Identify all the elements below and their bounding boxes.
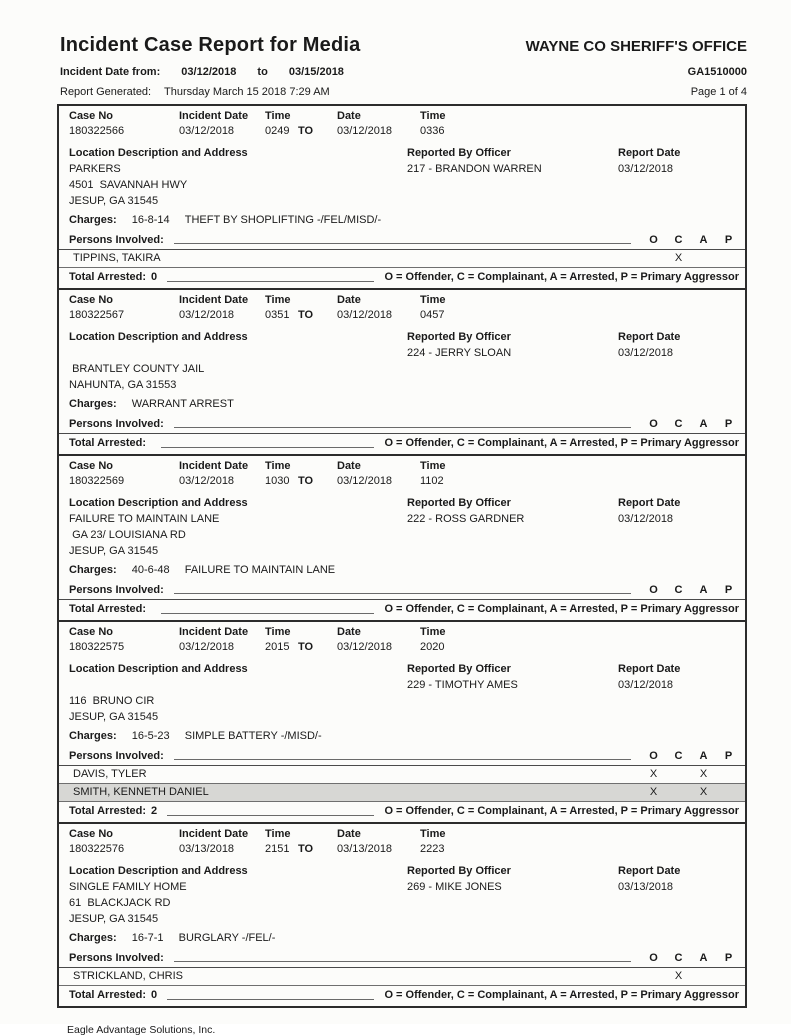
time-label: Time <box>265 828 291 840</box>
report-date-value: 03/12/2018 <box>618 347 674 359</box>
case-header-values <box>59 640 745 655</box>
to-separator: TO <box>298 125 314 137</box>
persons-involved-label: Persons Involved: <box>69 418 164 430</box>
case-header-labels <box>59 293 745 308</box>
location-label: Location Description and Address <box>69 147 248 159</box>
person-row <box>59 766 745 784</box>
incident-date-range <box>60 66 344 78</box>
case-block <box>59 620 745 822</box>
persons-involved-header <box>59 232 745 250</box>
report-generated <box>60 86 330 98</box>
location-label: Location Description and Address <box>69 663 248 675</box>
location-line: PARKERS <box>69 163 121 175</box>
arrested-column-header: A <box>699 750 708 762</box>
location-section <box>59 496 745 559</box>
case-no-label: Case No <box>69 294 114 306</box>
offender-column-header: O <box>649 234 658 246</box>
mark-complainant <box>666 785 691 800</box>
to-separator: TO <box>298 843 314 855</box>
time-to-value: 2223 <box>420 843 445 855</box>
incident-date-label: Incident Date <box>179 294 249 306</box>
charges-row <box>59 927 745 950</box>
time-label: Time <box>265 460 291 472</box>
persons-involved-header <box>59 748 745 766</box>
persons-involved-header <box>59 416 745 434</box>
officer-name: 229 - TIMOTHY AMES <box>407 679 518 691</box>
location-line <box>69 677 407 693</box>
mark-primary-aggressor <box>716 251 741 266</box>
date-to-value: 03/15/2018 <box>288 66 344 78</box>
offender-column-header: O <box>649 750 658 762</box>
to-separator: TO <box>298 641 314 653</box>
person-name: SMITH, KENNETH DANIEL <box>73 786 209 798</box>
legend-text: O = Offender, C = Complainant, A = Arrested, P = Primary Aggressor <box>384 805 739 817</box>
report-title: Incident Case Report for Media <box>60 34 361 56</box>
report-date-label: Report Date <box>618 663 681 675</box>
location-line: 4501 SAVANNAH HWY <box>69 179 188 191</box>
case-number: 180322575 <box>69 641 125 653</box>
total-arrested-label: Total Arrested: <box>69 603 147 615</box>
case-header-values <box>59 308 745 323</box>
case-number: 180322576 <box>69 843 125 855</box>
total-arrested-row <box>59 986 745 1006</box>
arrested-column-header: A <box>699 584 708 596</box>
case-header-labels <box>59 109 745 124</box>
total-arrested-value: 0 <box>151 271 158 283</box>
report-date-label: Report Date <box>618 497 681 509</box>
charges-label: Charges: <box>69 398 117 410</box>
time-from-value: 1030 <box>265 475 290 487</box>
charge-code: 16-8-14 <box>131 214 170 226</box>
case-header-labels <box>59 625 745 640</box>
time-from-value: 0249 <box>265 125 290 137</box>
mark-primary-aggressor <box>716 785 741 800</box>
divider-line <box>174 427 631 428</box>
arrested-column-header: A <box>699 234 708 246</box>
reported-by-label: Reported By Officer <box>407 663 511 675</box>
location-line: BRANTLEY COUNTY JAIL <box>69 363 205 375</box>
to-label: to <box>257 66 268 78</box>
location-section <box>59 864 745 927</box>
location-line: NAHUNTA, GA 31553 <box>69 379 177 391</box>
case-block <box>59 822 745 1006</box>
person-name: STRICKLAND, CHRIS <box>73 970 184 982</box>
time-label: Time <box>420 626 446 638</box>
mark-primary-aggressor <box>716 969 741 984</box>
location-line: FAILURE TO MAINTAIN LANE <box>69 513 220 525</box>
divider-line <box>161 447 374 448</box>
location-line: SINGLE FAMILY HOME <box>69 881 187 893</box>
complainant-column-header: C <box>674 750 683 762</box>
total-arrested-value: 2 <box>151 805 158 817</box>
officer-name: 217 - BRANDON WARREN <box>407 163 542 175</box>
report-generated-label: Report Generated: <box>60 86 152 98</box>
location-section <box>59 330 745 393</box>
persons-involved-header <box>59 950 745 968</box>
time-label: Time <box>420 828 446 840</box>
to-separator: TO <box>298 309 314 321</box>
divider-line <box>167 281 374 282</box>
footer-text: Eagle Advantage Solutions, Inc. <box>67 1024 216 1036</box>
date-label: Date <box>337 626 361 638</box>
total-arrested-label: Total Arrested: <box>69 989 147 1001</box>
reported-by-label: Reported By Officer <box>407 147 511 159</box>
complainant-column-header: C <box>674 952 683 964</box>
persons-involved-label: Persons Involved: <box>69 584 164 596</box>
time-label: Time <box>265 110 291 122</box>
case-no-label: Case No <box>69 460 114 472</box>
charge-description: BURGLARY -/FEL/- <box>178 932 276 944</box>
total-arrested-label: Total Arrested: <box>69 271 147 283</box>
mark-primary-aggressor <box>716 767 741 782</box>
agency-code: GA1510000 <box>687 66 747 78</box>
case-no-label: Case No <box>69 828 114 840</box>
case-number: 180322569 <box>69 475 125 487</box>
officer-name: 222 - ROSS GARDNER <box>407 513 525 525</box>
total-arrested-label: Total Arrested: <box>69 437 147 449</box>
divider-line <box>174 759 631 760</box>
officer-name: 269 - MIKE JONES <box>407 881 502 893</box>
date-to-value: 03/12/2018 <box>337 125 393 137</box>
divider-line <box>174 961 631 962</box>
reported-by-label: Reported By Officer <box>407 331 511 343</box>
primary-aggressor-column-header: P <box>724 750 733 762</box>
primary-aggressor-column-header: P <box>724 418 733 430</box>
time-label: Time <box>265 626 291 638</box>
time-to-value: 0336 <box>420 125 445 137</box>
charge-description: FAILURE TO MAINTAIN LANE <box>184 564 336 576</box>
charge-description: THEFT BY SHOPLIFTING -/FEL/MISD/- <box>184 214 382 226</box>
time-label: Time <box>420 460 446 472</box>
location-label: Location Description and Address <box>69 331 248 343</box>
incident-date-range-row <box>57 66 747 78</box>
person-row <box>59 784 745 802</box>
total-arrested-row <box>59 268 745 288</box>
total-arrested-value: 0 <box>151 989 158 1001</box>
charges-label: Charges: <box>69 932 117 944</box>
charge-description: WARRANT ARREST <box>131 398 234 410</box>
primary-aggressor-column-header: P <box>724 952 733 964</box>
page-number: Page 1 of 4 <box>690 86 747 98</box>
cases-table <box>57 104 747 1008</box>
case-header-values <box>59 124 745 139</box>
report-date-label: Report Date <box>618 147 681 159</box>
page-header <box>57 34 747 57</box>
date-label: Date <box>337 110 361 122</box>
incident-date-label: Incident Date <box>179 626 249 638</box>
time-to-value: 0457 <box>420 309 445 321</box>
charge-code: 16-7-1 <box>131 932 164 944</box>
time-to-value: 2020 <box>420 641 445 653</box>
legend-text: O = Offender, C = Complainant, A = Arrested, P = Primary Aggressor <box>384 603 739 615</box>
location-line: 116 BRUNO CIR <box>69 695 155 707</box>
person-name: TIPPINS, TAKIRA <box>73 252 161 264</box>
incident-date-label: Incident Date <box>179 460 249 472</box>
report-date-value: 03/12/2018 <box>618 163 674 175</box>
incident-date-from-label: Incident Date from: <box>60 66 161 78</box>
location-section <box>59 146 745 209</box>
report-generated-row <box>57 86 747 98</box>
person-name: DAVIS, TYLER <box>73 768 147 780</box>
report-date-value: 03/13/2018 <box>618 881 674 893</box>
incident-date-value: 03/12/2018 <box>179 309 235 321</box>
location-label: Location Description and Address <box>69 865 248 877</box>
charges-row <box>59 725 745 748</box>
report-date-value: 03/12/2018 <box>618 513 674 525</box>
mark-arrested <box>691 251 716 266</box>
time-label: Time <box>265 294 291 306</box>
date-label: Date <box>337 294 361 306</box>
charges-label: Charges: <box>69 214 117 226</box>
person-row <box>59 968 745 986</box>
total-arrested-row <box>59 434 745 454</box>
primary-aggressor-column-header: P <box>724 584 733 596</box>
divider-line <box>167 815 374 816</box>
offender-column-header: O <box>649 418 658 430</box>
location-label: Location Description and Address <box>69 497 248 509</box>
divider-line <box>174 243 631 244</box>
legend-text: O = Offender, C = Complainant, A = Arrested, P = Primary Aggressor <box>384 271 739 283</box>
time-label: Time <box>420 110 446 122</box>
location-line: JESUP, GA 31545 <box>69 711 159 723</box>
persons-involved-label: Persons Involved: <box>69 750 164 762</box>
location-line: JESUP, GA 31545 <box>69 545 159 557</box>
complainant-column-header: C <box>674 234 683 246</box>
date-to-value: 03/12/2018 <box>337 309 393 321</box>
case-header-values <box>59 474 745 489</box>
date-from-value: 03/12/2018 <box>181 66 237 78</box>
legend-text: O = Offender, C = Complainant, A = Arrested, P = Primary Aggressor <box>384 989 739 1001</box>
report-date-value: 03/12/2018 <box>618 679 674 691</box>
persons-involved-label: Persons Involved: <box>69 234 164 246</box>
case-no-label: Case No <box>69 626 114 638</box>
incident-date-value: 03/13/2018 <box>179 843 235 855</box>
mark-offender <box>641 969 666 984</box>
office-name: WAYNE CO SHERIFF'S OFFICE <box>525 38 747 55</box>
complainant-column-header: C <box>674 584 683 596</box>
report-generated-value: Thursday March 15 2018 7:29 AM <box>163 86 330 98</box>
time-from-value: 0351 <box>265 309 290 321</box>
divider-line <box>174 593 631 594</box>
location-line <box>69 345 407 361</box>
date-to-value: 03/12/2018 <box>337 641 393 653</box>
offender-column-header: O <box>649 952 658 964</box>
location-line: JESUP, GA 31545 <box>69 913 159 925</box>
case-block <box>59 106 745 288</box>
case-header-values <box>59 842 745 857</box>
case-no-label: Case No <box>69 110 114 122</box>
total-arrested-label: Total Arrested: <box>69 805 147 817</box>
total-arrested-row <box>59 802 745 822</box>
report-date-label: Report Date <box>618 865 681 877</box>
incident-date-value: 03/12/2018 <box>179 475 235 487</box>
charge-code: 16-5-23 <box>131 730 170 742</box>
reported-by-label: Reported By Officer <box>407 497 511 509</box>
date-label: Date <box>337 828 361 840</box>
to-separator: TO <box>298 475 314 487</box>
mark-offender: X <box>649 786 658 798</box>
date-to-value: 03/12/2018 <box>337 475 393 487</box>
total-arrested-row <box>59 600 745 620</box>
incident-date-label: Incident Date <box>179 110 249 122</box>
date-to-value: 03/13/2018 <box>337 843 393 855</box>
location-line: GA 23/ LOUISIANA RD <box>69 529 186 541</box>
divider-line <box>161 613 374 614</box>
incident-date-value: 03/12/2018 <box>179 641 235 653</box>
location-line: 61 BLACKJACK RD <box>69 897 171 909</box>
case-block <box>59 454 745 620</box>
charge-description: SIMPLE BATTERY -/MISD/- <box>184 730 322 742</box>
time-to-value: 1102 <box>420 475 444 487</box>
time-from-value: 2151 <box>265 843 290 855</box>
persons-involved-header <box>59 582 745 600</box>
complainant-column-header: C <box>674 418 683 430</box>
mark-arrested <box>691 969 716 984</box>
time-label: Time <box>420 294 446 306</box>
mark-complainant <box>666 767 691 782</box>
primary-aggressor-column-header: P <box>724 234 733 246</box>
time-from-value: 2015 <box>265 641 290 653</box>
offender-column-header: O <box>649 584 658 596</box>
report-date-label: Report Date <box>618 331 681 343</box>
incident-date-label: Incident Date <box>179 828 249 840</box>
divider-line <box>167 999 374 1000</box>
mark-offender: X <box>649 768 658 780</box>
mark-offender <box>641 251 666 266</box>
case-number: 180322567 <box>69 309 125 321</box>
arrested-column-header: A <box>699 952 708 964</box>
charge-code: 40-6-48 <box>131 564 170 576</box>
mark-arrested: X <box>699 768 708 780</box>
reported-by-label: Reported By Officer <box>407 865 511 877</box>
person-row <box>59 250 745 268</box>
case-header-labels <box>59 459 745 474</box>
persons-involved-label: Persons Involved: <box>69 952 164 964</box>
mark-arrested: X <box>699 786 708 798</box>
location-section <box>59 662 745 725</box>
officer-name: 224 - JERRY SLOAN <box>407 347 512 359</box>
mark-complainant: X <box>674 252 683 264</box>
legend-text: O = Offender, C = Complainant, A = Arrested, P = Primary Aggressor <box>384 437 739 449</box>
case-block <box>59 288 745 454</box>
location-line: JESUP, GA 31545 <box>69 195 159 207</box>
mark-complainant: X <box>674 970 683 982</box>
arrested-column-header: A <box>699 418 708 430</box>
date-label: Date <box>337 460 361 472</box>
charges-label: Charges: <box>69 730 117 742</box>
charges-row <box>59 209 745 232</box>
charges-row <box>59 393 745 416</box>
case-header-labels <box>59 827 745 842</box>
charges-label: Charges: <box>69 564 117 576</box>
case-number: 180322566 <box>69 125 125 137</box>
incident-date-value: 03/12/2018 <box>179 125 235 137</box>
charges-row <box>59 559 745 582</box>
